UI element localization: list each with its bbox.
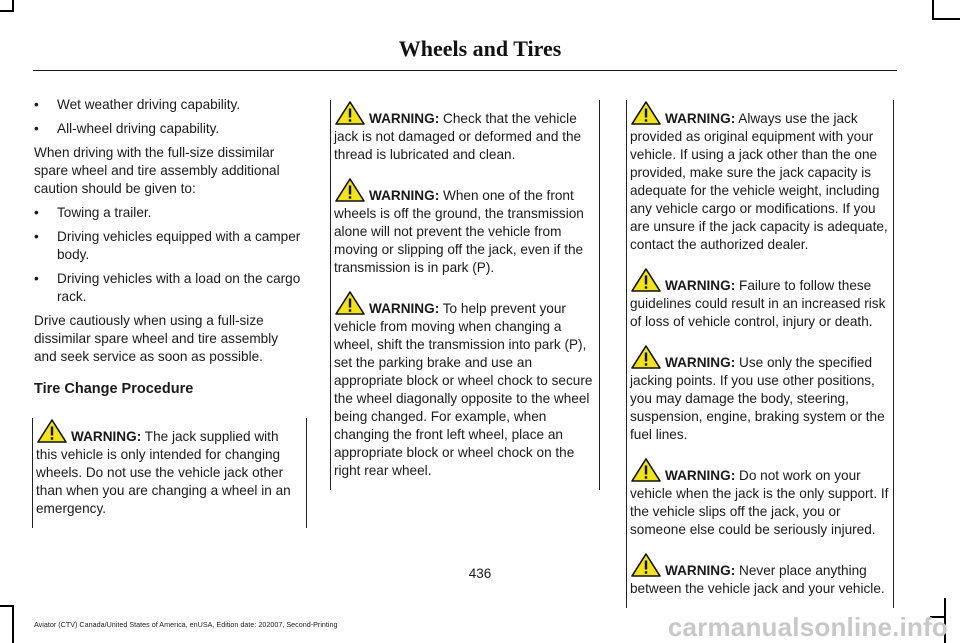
warning-box bbox=[330, 100, 600, 490]
warning-triangle-icon bbox=[36, 418, 68, 444]
warning-item bbox=[630, 457, 890, 539]
column-1 bbox=[34, 96, 304, 528]
warning-label: WARNING: bbox=[369, 188, 440, 203]
warning-text: Never place anything between the vehicle jack and your vehicle. bbox=[630, 563, 885, 596]
warning-triangle-icon bbox=[630, 267, 662, 293]
warning-triangle-icon bbox=[334, 177, 366, 203]
crop-mark bbox=[12, 0, 14, 12]
list-item: • Wet weather driving capability. bbox=[34, 96, 304, 114]
warning-label: WARNING: bbox=[369, 111, 440, 126]
warning-text: Use only the specified jacking points. If you use other positions, you may damage the body, steering, suspension, engine, braking system or the fuel lines. bbox=[630, 355, 885, 442]
page-number: 436 bbox=[468, 566, 492, 581]
warning-text: Do not work on your vehicle when the jack is the only support. If the vehicle slips off the jack, you or someone else could be seriously injured. bbox=[630, 468, 889, 537]
section-heading: Tire Change Procedure bbox=[34, 381, 194, 397]
warning-item bbox=[630, 344, 890, 444]
warning-item bbox=[630, 267, 890, 331]
warning-item bbox=[334, 100, 596, 164]
warning-triangle-icon bbox=[334, 100, 366, 126]
warning-label: WARNING: bbox=[71, 429, 142, 444]
crop-mark bbox=[12, 605, 14, 643]
warning-item bbox=[36, 418, 303, 518]
column-3 bbox=[630, 100, 890, 608]
header-rule bbox=[33, 70, 897, 71]
warning-item bbox=[630, 100, 890, 254]
warning-label: WARNING: bbox=[665, 278, 736, 293]
watermark: carmanualsonline.info bbox=[667, 612, 948, 642]
warning-triangle-icon bbox=[334, 290, 366, 316]
warning-box bbox=[626, 100, 894, 608]
warning-text: The jack supplied with this vehicle is only intended for changing wheels. Do not use the vehicle jack other than when you are changing a wheel in an emergency. bbox=[36, 429, 291, 516]
warning-text: When one of the front wheels is off the ground, the transmission alone will not prevent the vehicle from moving or slipping off the jack, even if the transmission is in park (P). bbox=[334, 188, 584, 275]
list-item: • Driving vehicles equipped with a camper body. bbox=[34, 228, 304, 264]
warning-box bbox=[32, 418, 307, 528]
warning-text: To help prevent your vehicle from moving when changing a wheel, shift the transmission into park (P), set the parking brake and use an appropriate block or wheel chock to secure the wheel diagonally opposite to the wheel being changed. For example, when changing the front left wheel, place an appropriate block or wheel chock on the right rear wheel. bbox=[334, 301, 593, 478]
warning-label: WARNING: bbox=[665, 468, 736, 483]
warning-text: Check that the vehicle jack is not damaged or deformed and the thread is lubricated and clean. bbox=[334, 111, 582, 162]
intro-paragraph: When driving with the full-size dissimilar spare wheel and tire assembly additional caution should be given to: bbox=[34, 145, 280, 196]
crop-mark bbox=[932, 0, 934, 20]
warning-triangle-icon bbox=[630, 457, 662, 483]
warning-text: Failure to follow these guidelines could result in an increased risk of loss of vehicle control, injury or death. bbox=[630, 278, 886, 329]
warning-triangle-icon bbox=[630, 344, 662, 370]
warning-triangle-icon bbox=[630, 100, 662, 126]
list-item: • Driving vehicles with a load on the cargo rack. bbox=[34, 270, 304, 306]
warning-label: WARNING: bbox=[665, 111, 736, 126]
warning-item bbox=[334, 290, 596, 480]
warning-label: WARNING: bbox=[665, 355, 736, 370]
warning-label: WARNING: bbox=[369, 301, 440, 316]
edition-footer: Aviator (CTV) Canada/United States of America, enUSA, Edition date: 202007, Second-Printing bbox=[34, 620, 338, 629]
warning-label: WARNING: bbox=[665, 563, 736, 578]
list-item: • Towing a trailer. bbox=[34, 204, 304, 222]
closing-paragraph: Drive cautiously when using a full-size dissimilar spare wheel and tire assembly and seek service as soon as possible. bbox=[34, 313, 279, 364]
warning-item bbox=[334, 177, 596, 277]
crop-mark bbox=[932, 18, 960, 20]
column-2 bbox=[334, 100, 596, 490]
page-title: Wheels and Tires bbox=[398, 36, 562, 61]
warning-text: Always use the jack provided as original equipment with your vehicle. If using a jack other than the one provided, make sure the jack capacity is adequate for the vehicle weight, including any vehicle cargo or modifications. If you are unsure if the jack capacity is adequate, contact the authorized dealer. bbox=[630, 111, 888, 252]
list-item: • All-wheel driving capability. bbox=[34, 120, 304, 138]
